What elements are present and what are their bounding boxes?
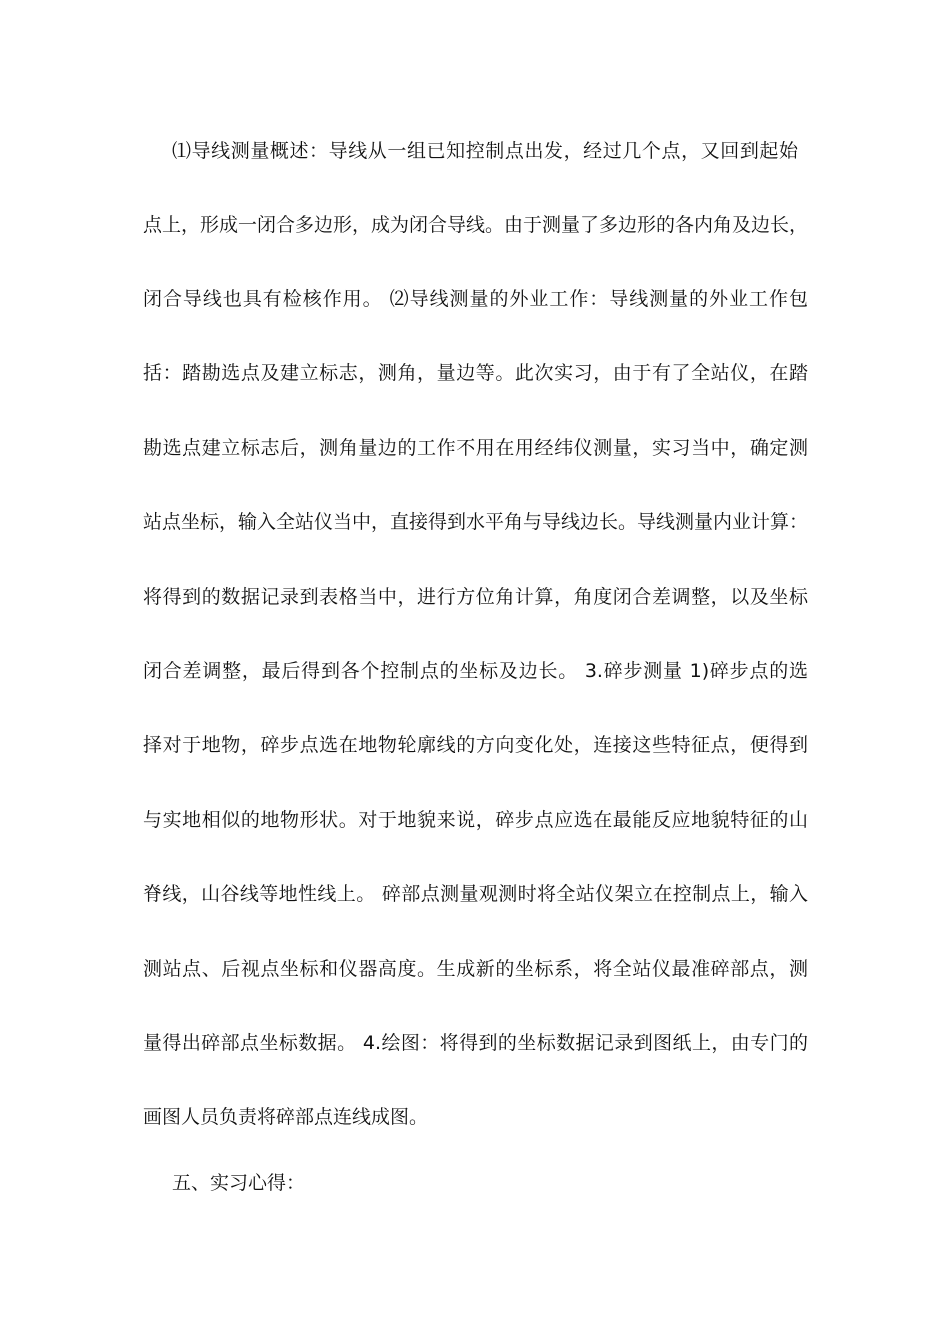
paragraph-line: 括：踏勘选点及建立标志，测角，量边等。此次实习，由于有了全站仪，在踏 — [143, 362, 808, 384]
paragraph-line: 脊线，山谷线等地性线上。 碎部点测量观测时将全站仪架立在控制点上，输入 — [143, 883, 808, 905]
paragraph-line: 点上，形成一闭合多边形，成为闭合导线。由于测量了多边形的各内角及边长， — [143, 214, 809, 236]
paragraph-line: 择对于地物，碎步点选在地物轮廓线的方向变化处，连接这些特征点，便得到 — [143, 734, 808, 756]
paragraph-line: 量得出碎部点坐标数据。 4.绘图：将得到的坐标数据记录到图纸上，由专门的 — [143, 1032, 808, 1054]
paragraph-line: 测站点、后视点坐标和仪器高度。生成新的坐标系，将全站仪最准碎部点，测 — [143, 958, 808, 980]
paragraph-line: 闭合差调整，最后得到各个控制点的坐标及边长。 3.碎步测量 1)碎步点的选 — [143, 660, 808, 682]
paragraph-line: 将得到的数据记录到表格当中，进行方位角计算，角度闭合差调整，以及坐标 — [143, 586, 808, 608]
paragraph-line: ⑴导线测量概述：导线从一组已知控制点出发，经过几个点，又回到起始 — [172, 140, 798, 162]
paragraph-line: 与实地相似的地物形状。对于地貌来说，碎步点应选在最能反应地貌特征的山 — [143, 809, 808, 831]
paragraph-line: 闭合导线也具有检核作用。 ⑵导线测量的外业工作：导线测量的外业工作包 — [143, 288, 808, 310]
paragraph-line: 站点坐标，输入全站仪当中，直接得到水平角与导线边长。导线测量内业计算： — [143, 511, 809, 533]
paragraph-line: 勘选点建立标志后，测角量边的工作不用在用经纬仪测量，实习当中，确定测 — [143, 437, 808, 459]
paragraph-line: 画图人员负责将碎部点连线成图。 — [143, 1106, 429, 1128]
section-heading: 五、实习心得： — [172, 1172, 306, 1194]
